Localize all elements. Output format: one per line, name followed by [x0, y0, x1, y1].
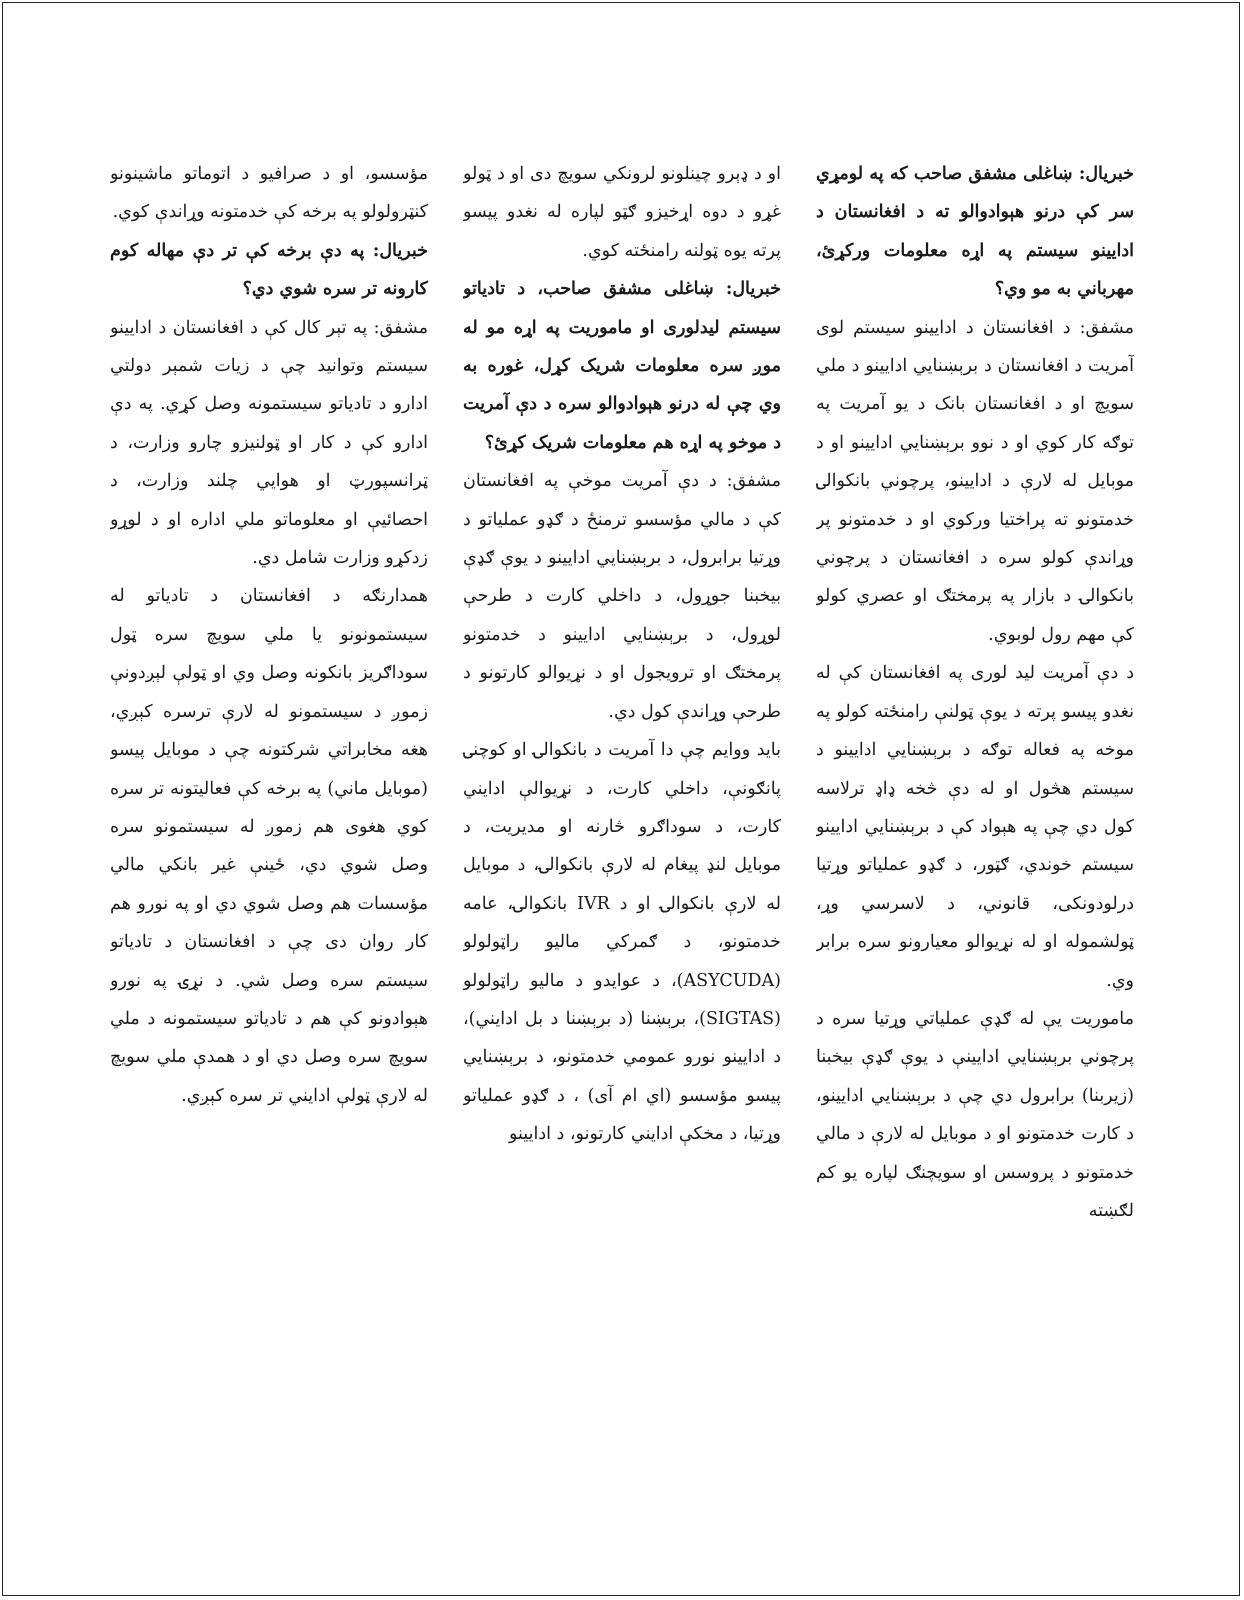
article-columns [110, 155, 1134, 1550]
article-paragraph: مؤسسو، او د صرافیو د اتوماتو ماشینونو کنټرولولو په برخه کې خدمتونه وړاندې کوي. [110, 164, 428, 223]
interview-question: خبریال: ښاغلی مشفق صاحب، د تادیاتو سیستم لیدلوری او ماموریت په اړه مو له موږ سره معلومات شریک کړل، غوره به وي چې له درنو هېوادوالو سره د دې آمریت د موخو په اړه هم معلومات شریک کړئ؟ [463, 279, 781, 453]
column-left [110, 155, 428, 1550]
article-paragraph: د دې آمریت لید لوری په افغانستان کې له نغدو پیسو پرته د یوې ټولنې رامنځته کولو په موخه په فعاله توګه د برېښنایي ادایینو د سیستم هڅول او له دې څخه ډاډ ترلاسه کول دي چې په هېواد کې د برېښنایي ادایینو سیستم خوندي، ګټور، د ګډو عملیاتو وړتیا درلودونکی، قانوني، د لاسرسي وړ، ټولشموله او له نړیوالو معیارونو سره برابر وي. [816, 663, 1134, 991]
column-middle [463, 155, 781, 1550]
article-paragraph: باید ووایم چې دا آمریت د بانکوالۍ او کوچنۍ پانګونې، داخلي کارت، د نړیوالې ادایني کارت، د سوداګرو څارنه او مدیریت، د موبایل لنډ پیغام له لارې بانکوالۍ، د موبایل له لارې بانکوالۍ او د IVR بانکوالۍ، عامه خدمتونو، د ګمرکي مالیو راټولولو (ASYCUDA)، د عوایدو د مالیو راټولولو (SIGTAS)، برېښنا (د برېښنا د بل ادایني)، د ادایینو نورو عمومي خدمتونو، د برېښنایي پیسو مؤسسو (اي ام آی) ، د ګډو عملیاتو وړتیا، د مخکې ادایني کارتونو، د ادایینو [463, 740, 781, 1145]
interview-answer: مشفق: د افغانستان د ادایینو سیستم لوی آمریت د افغانستان د برېښنایي ادایینو د ملي سویچ او د افغانستان بانک د یو آمریت په توګه کار کوي او د نوو برېښنایي ادایینو او د موبایل له لارې د ادایینو، پرچوني بانکوالۍ خدمتونو ته پراختیا ورکوي او د خدمتونو پر وړاندې کولو سره د افغانستان د پرچوني بانکوالۍ د بازار په پرمختګ او عصري کولو کې مهم رول لوبوي. [816, 317, 1134, 645]
interview-question: خبریال: ښاغلی مشفق صاحب که په لومړي سر کې درنو هېوادوالو ته د افغانستان د ادایینو سیستم په اړه معلومات ورکړئ، مهرباني به مو وي؟ [816, 164, 1134, 300]
article-paragraph: همدارنګه د افغانستان د تادیاتو له سیستمونونو یا ملي سویچ سره ټول سوداګریز بانکونه وصل وي او ټولې لېږدونې زموږ د سیستمونو له لارې ترسره کېږي، هغه مخابراتي شرکتونه چې د موبایل پیسو (موبایل ماني) په برخه کې فعالیتونه تر سره کوي هغوی هم زموږ له سیستمونو سره وصل شوي دي، ځینې غیر بانکي مالي مؤسسات هم وصل شوي دي او په نورو هم کار روان دی چې د افغانستان د تادیاتو سیستم سره وصل شي. د نړۍ په نورو هېوادونو کې هم د تادیاتو سیستمونه د ملي سویچ سره وصل دي او د همدې ملي سویچ له لارې ټولې ادایني تر سره کېږي. [110, 586, 428, 1106]
interview-answer: مشفق: په تېر کال کې د افغانستان د ادایینو سیستم وتوانید چې د زیات شمېر دولتي ادارو د تادیاتو سیستمونه وصل کړي. په دې ادارو کې د کار او ټولنیزو چارو وزارت، د ټرانسپورټ او هوایي چلند وزارت، د احصائیې او معلوماتو ملي اداره او د لوړو زدکړو وزارت شامل دي. [110, 317, 428, 569]
interview-question: خبریال: په دې برخه کې تر دې مهاله کوم کارونه تر سره شوي دي؟ [110, 240, 428, 300]
column-right [816, 155, 1134, 1550]
article-paragraph: ماموریت یې له ګډې عملیاتي وړتیا سره د پرچوني برېښنایي ادایینې د یوې ګډې بیخبنا (زیربنا) برابرول دي چې د برېښنایي ادایینو، د کارت خدمتونو او د موبایل له لارې د مالي خدمتونو د پروسس او سویچنګ لپاره یو کم لګښته [816, 1008, 1134, 1221]
interview-answer: مشفق: د دې آمریت موخې په افغانستان کې د مالي مؤسسو ترمنځ د ګډو عملیاتو د وړتیا برابرول، د برېښنایي ادایینو د یوې ګډې بیخبنا جوړول، د داخلي کارت د طرحې لوړول، د برېښنایي ادایینو د خدمتونو پرمختګ او ترویجول او د نړیوالو کارتونو د طرحې وړاندې کول دي. [463, 471, 781, 722]
article-paragraph: او د ډېرو چینلونو لرونکي سویچ دی او د ټولو غړو د دوه اړخیزو ګټو لپاره له نغدو پیسو پرته یوه ټولنه رامنځته کوي. [463, 164, 781, 261]
